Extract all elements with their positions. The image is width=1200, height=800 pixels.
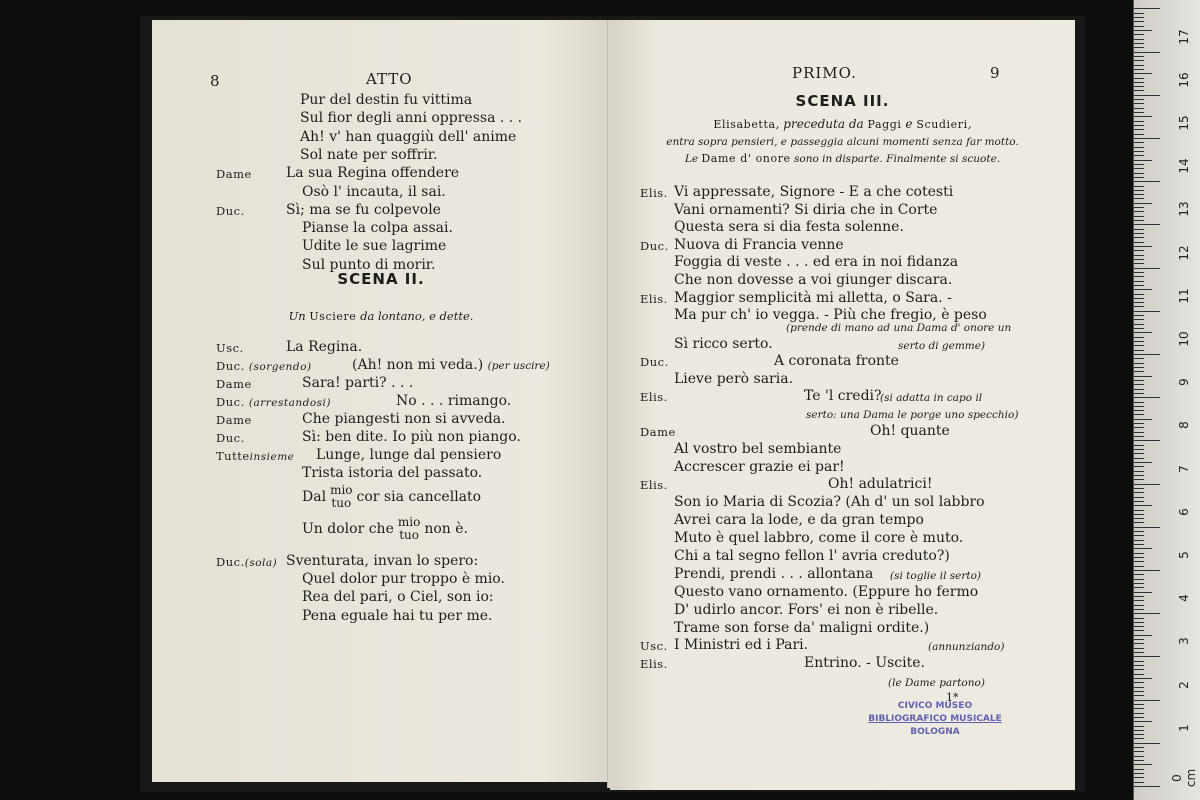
ruler-tick [1134,721,1152,722]
ruler-tick [1134,380,1144,381]
ruler-tick [1134,384,1144,385]
dialogue-line: D' udirlo ancor. Fors' ei non è ribelle. [674,602,939,618]
ruler-tick [1134,147,1144,148]
ruler-tick [1134,376,1152,377]
ruler-tick [1134,743,1160,744]
ruler-tick [1134,462,1152,463]
ruler-tick [1134,674,1144,675]
dialogue-line: Vi appressate, Signore - E a che cotesti [674,184,954,200]
ruler-tick [1134,592,1152,593]
ruler-tick [1134,289,1152,290]
ruler-tick [1134,652,1144,653]
speaker-label: Duc. [640,355,669,369]
ruler-tick [1134,661,1144,662]
dialogue-line: Sul fior degli anni oppressa . . . [300,110,523,127]
dialogue-line: Accrescer grazie ei par! [674,459,845,475]
ruler-tick [1134,535,1144,536]
speaker-label: Elis. [640,186,668,200]
dialogue-line: Sventurata, invan lo spero: [286,553,479,569]
ruler-tick [1134,626,1144,627]
ruler-tick [1134,315,1144,316]
ruler-tick [1134,510,1144,511]
ruler-tick [1134,263,1144,264]
ruler-tick [1134,605,1144,606]
ruler-tick [1134,112,1144,113]
dialogue-line: Avrei cara la lode, e da gran tempo [674,512,924,528]
running-head-right: PRIMO. [792,64,857,82]
ruler-tick [1134,328,1144,329]
dialogue-line: Sì: ben dite. Io più non piango. [302,429,521,445]
ruler-tick [1134,427,1144,428]
ruler-tick [1134,103,1144,104]
ruler-tick [1134,561,1144,562]
ruler-tick [1134,540,1144,541]
dialogue-line: Sì ricco serto. [674,336,773,352]
ruler-tick [1134,268,1160,269]
speaker-label: Duc. [640,238,669,253]
ruler-tick [1134,579,1144,580]
speaker-label: Duc. (arrestandosi) [216,395,332,409]
scene-title-ii: SCENA II. [337,270,425,288]
ruler-tick [1134,255,1144,256]
ruler-tick [1134,69,1144,70]
ruler-tick [1134,475,1144,476]
ruler-tick [1134,700,1160,701]
running-head-left: ATTO [366,70,413,88]
ruler-tick [1134,350,1144,351]
dialogue-line: Lunge, lunge dal pensiero [316,447,502,463]
dialogue-line: Te 'l credi? [804,388,882,404]
ruler-tick [1134,639,1144,640]
dialogue-line: Nuova di Francia venne [674,236,844,253]
ruler-tick [1134,471,1144,472]
ruler-tick [1134,177,1144,178]
stage-direction: serto di gemme) [898,340,986,352]
measurement-ruler [1133,0,1200,800]
dialogue-line: Udite le sue lagrime [302,238,447,255]
ruler-number: 16 [1177,72,1191,88]
ruler-tick [1134,630,1144,631]
ruler-tick [1134,708,1144,709]
dialogue-line: Rea del pari, o Ciel, son io: [302,589,494,606]
dialogue-line: Pianse la colpa assai. [302,220,453,237]
ruler-tick [1134,354,1160,355]
ruler-tick [1134,643,1144,644]
ruler-tick [1134,622,1144,623]
ruler-tick [1134,734,1144,735]
ruler-tick [1134,656,1160,657]
ruler-tick [1134,86,1144,87]
dialogue-line: La sua Regina offendere [286,165,460,182]
ruler-tick [1134,397,1160,398]
dialogue-line: Che piangesti non si avveda. [302,411,506,427]
ruler-number: 15 [1177,115,1191,131]
ruler-tick [1134,423,1144,424]
ruler-tick [1134,773,1144,774]
ruler-tick [1134,432,1144,433]
ruler-tick [1134,82,1144,83]
ruler-tick [1134,129,1144,130]
ruler-number: 14 [1177,158,1191,174]
ruler-tick [1134,531,1144,532]
dialogue-line: Sì; ma se fu colpevole [286,201,441,218]
ruler-tick [1134,233,1144,234]
dialogue-line: Maggior semplicità mi alletta, o Sara. - [674,289,952,306]
ruler-tick [1134,138,1160,139]
ruler-tick [1134,583,1144,584]
ruler-tick [1134,363,1144,364]
ruler-tick [1134,596,1144,597]
stage-direction: serto: una Dama le porge uno specchio) [806,409,1019,421]
speaker-label: Duc.(sola) [216,555,278,569]
ruler-tick [1134,151,1144,152]
scene-direction-iii: Le Dame d' onore sono in disparte. Finalmente si scuote. [684,152,1001,165]
ruler-tick [1134,220,1144,221]
stage-direction: (annunziando) [928,641,1005,653]
ruler-tick [1134,160,1152,161]
speaker-label: Dame [216,167,252,182]
dialogue-line: La Regina. [286,339,363,355]
ruler-tick [1134,466,1144,467]
ruler-tick [1134,479,1144,480]
ruler-tick [1134,216,1144,217]
ruler-tick [1134,518,1144,519]
ruler-tick [1134,211,1144,212]
ruler-tick [1134,764,1152,765]
dialogue-line: Foggia di veste . . . ed era in noi fidanza [674,254,959,271]
ruler-tick [1134,618,1144,619]
ruler-tick [1134,484,1160,485]
ruler-tick [1134,402,1144,403]
speaker-label: Elis. [640,478,668,492]
speaker-label: Elis. [640,657,668,671]
ruler-tick [1134,242,1144,243]
ruler-tick [1134,522,1144,523]
ruler-tick [1134,557,1144,558]
speaker-label: Elis. [640,291,668,306]
ruler-tick [1134,371,1144,372]
ruler-tick [1134,410,1144,411]
ruler-number: 6 [1177,507,1191,516]
dialogue-line: Entrino. - Uscite. [804,655,925,671]
ruler-tick [1134,713,1144,714]
right-page [610,20,1075,790]
dialogue-line: Questa sera si dia festa solenne. [674,219,904,236]
ruler-tick [1134,246,1152,247]
ruler-tick [1134,8,1160,9]
ruler-tick [1134,155,1144,156]
ruler-number: 3 [1177,637,1191,646]
dialogue-line: Son io Maria di Scozia? (Ah d' un sol labbro [674,494,985,510]
ruler-tick [1134,302,1144,303]
left-page [152,20,610,782]
ruler-tick [1134,751,1144,752]
ruler-tick [1134,194,1144,195]
ruler-tick [1134,389,1144,390]
scene-direction-iii: Elisabetta, preceduta da Paggi e Scudieri, [713,117,972,131]
speaker-label: Usc. [216,341,244,355]
word-stack: mio tuo [397,515,421,542]
ruler-tick [1134,367,1144,368]
ruler-tick [1134,142,1144,143]
ruler-tick [1134,358,1144,359]
ruler-tick [1134,527,1160,528]
dialogue-line: Trista istoria del passato. [302,465,483,481]
ruler-tick [1134,95,1160,96]
ruler-tick [1134,566,1144,567]
ruler-tick [1134,121,1144,122]
dialogue-line: Quel dolor pur troppo è mio. [302,571,505,587]
ruler-tick [1134,311,1160,312]
ruler-tick [1134,769,1144,770]
ruler-tick [1134,414,1144,415]
page-number-right: 9 [990,64,1001,82]
dialogue-line: Ah! v' han quaggiù dell' anime [300,128,517,145]
dialogue-line: Trame son forse da' maligni ordite.) [674,620,930,636]
dialogue-line: Osò l' incauta, il sai. [302,183,446,200]
stage-direction: (prende di mano ad una Dama d' onore un [786,322,1012,334]
dialogue-line: Pur del destin fu vittima [300,92,473,108]
ruler-tick [1134,164,1144,165]
ruler-tick [1134,341,1144,342]
ruler-tick [1134,21,1144,22]
ruler-tick [1134,337,1144,338]
dialogue-line: (Ah! non mi veda.) (per uscire) [352,357,550,373]
ruler-number: 13 [1177,201,1191,218]
ruler-tick [1134,90,1144,91]
ruler-tick [1134,747,1144,748]
dialogue-line: Questo vano ornamento. (Eppure ho fermo [674,584,979,600]
ruler-tick [1134,17,1144,18]
ruler-tick [1134,760,1144,761]
ruler-tick [1134,514,1144,515]
ruler-number: 4 [1177,594,1191,603]
ruler-tick [1134,345,1144,346]
ruler-tick [1134,276,1144,277]
dialogue-line: Dal mio tuo cor sia cancellato [302,483,482,510]
ruler-tick [1134,777,1144,778]
ruler-tick [1134,99,1144,100]
ruler-tick [1134,756,1144,757]
ruler-tick [1134,198,1144,199]
ruler-tick [1134,449,1144,450]
ruler-tick [1134,298,1144,299]
ruler-tick [1134,65,1144,66]
library-stamp: CIVICO MUSEO BIBLIOGRAFICO MUSICALE BOLOGNA [868,701,1002,737]
dialogue-line: Prendi, prendi . . . allontana [674,566,874,582]
ruler-tick [1134,250,1144,251]
speaker-label: Duc. (sorgendo) [216,359,312,373]
ruler-tick [1134,726,1144,727]
ruler-tick [1134,168,1144,169]
ruler-number: 12 [1177,244,1191,261]
ruler-tick [1134,173,1144,174]
ruler-tick [1134,13,1144,14]
ruler-tick [1134,635,1152,636]
ruler-tick [1134,600,1144,601]
ruler-tick [1134,203,1152,204]
ruler-tick [1134,704,1144,705]
ruler-tick [1134,26,1144,27]
ruler-number: 8 [1177,421,1191,430]
ruler-tick [1134,73,1152,74]
dialogue-line: Sara! parti? . . . [302,375,414,391]
ruler-tick [1134,52,1160,53]
ruler-tick [1134,678,1152,679]
ruler-tick [1134,47,1144,48]
ruler-tick [1134,553,1144,554]
ruler-tick [1134,695,1144,696]
ruler-tick [1134,786,1160,787]
ruler-tick [1134,717,1144,718]
ruler-tick [1134,682,1144,683]
dialogue-line: Ma pur ch' io vegga. - Più che fregio, è peso [674,307,987,324]
ruler-tick [1134,34,1144,35]
ruler-number: 0 cm [1170,768,1198,788]
ruler-tick [1134,108,1144,109]
ruler-tick [1134,458,1144,459]
speaker-label: Dame [640,425,676,439]
speaker-label: Duc. [216,431,245,445]
ruler-tick [1134,492,1144,493]
speaker-label: Usc. [640,639,668,653]
ruler-tick [1134,285,1144,286]
ruler-tick [1134,78,1144,79]
dialogue-line: Chi a tal segno fellon l' avria creduto?) [674,548,950,564]
ruler-tick [1134,488,1144,489]
dialogue-line: Oh! quante [870,423,950,439]
ruler-tick [1134,738,1144,739]
ruler-tick [1134,730,1144,731]
ruler-tick [1134,272,1144,273]
speaker-label: Tutteinsieme [216,449,295,463]
ruler-number: 1 [1177,723,1191,732]
ruler-tick [1134,497,1144,498]
ruler-tick [1134,39,1144,40]
ruler-tick [1134,30,1152,31]
ruler-tick [1134,224,1160,225]
ruler-tick [1134,587,1144,588]
ruler-tick [1134,419,1152,420]
ruler-tick [1134,609,1144,610]
ruler-tick [1134,116,1152,117]
scene-direction-iii: entra sopra pensieri, e passeggia alcuni momenti senza far motto. [666,136,1019,148]
ruler-tick [1134,613,1160,614]
dialogue-line: Lieve però saria. [674,371,794,387]
ruler-tick [1134,56,1144,57]
ruler-tick [1134,574,1144,575]
ruler-tick [1134,281,1144,282]
ruler-tick [1134,60,1144,61]
ruler-tick [1134,186,1144,187]
ruler-tick [1134,324,1144,325]
speaker-label: Dame [216,413,252,427]
ruler-tick [1134,445,1144,446]
ruler-tick [1134,570,1160,571]
stage-direction: (si adatta in capo il [880,392,983,404]
dialogue-line: Sul punto di morir. [302,256,436,273]
ruler-number: 17 [1177,28,1191,45]
ruler-tick [1134,453,1144,454]
ruler-tick [1134,229,1144,230]
stage-direction: (si toglie il serto) [890,570,982,582]
signature-mark: 1* [946,691,959,704]
ruler-number: 11 [1177,288,1191,304]
ruler-number: 5 [1177,551,1191,559]
ruler-tick [1134,134,1144,135]
stage-direction: (le Dame partono) [888,677,985,689]
ruler-tick [1134,501,1144,502]
ruler-tick [1134,691,1144,692]
ruler-tick [1134,294,1144,295]
ruler-tick [1134,440,1160,441]
dialogue-line: A coronata fronte [774,353,899,369]
ruler-tick [1134,393,1144,394]
speaker-label: Dame [216,377,252,391]
ruler-tick [1134,687,1144,688]
dialogue-line: Un dolor che mio tuo non è. [302,515,468,542]
ruler-tick [1134,505,1152,506]
page-number-left: 8 [210,72,221,90]
dialogue-line: Che non dovesse a voi giunger discara. [674,272,953,288]
ruler-tick [1134,207,1144,208]
speaker-label: Elis. [640,390,668,404]
ruler-number: 9 [1177,378,1191,387]
dialogue-line: I Ministri ed i Pari. [674,637,809,653]
ruler-tick [1134,190,1144,191]
dialogue-line: Muto è quel labbro, come il core è muto. [674,530,964,546]
speaker-label: Duc. [216,203,245,218]
word-stack: mio tuo [330,483,353,510]
ruler-tick [1134,648,1144,649]
dialogue-line: Oh! adulatrici! [828,476,933,492]
ruler-tick [1134,259,1144,260]
scene-direction-ii: Un Usciere da lontano, e dette. [288,309,474,323]
scene-title-iii: SCENA III. [795,92,890,110]
dialogue-line: Sol nate per soffrir. [300,146,438,163]
dialogue-line: Vani ornamenti? Si diria che in Corte [674,201,938,218]
ruler-tick [1134,181,1160,182]
ruler-tick [1134,125,1144,126]
ruler-tick [1134,436,1144,437]
ruler-tick [1134,669,1144,670]
ruler-number: 2 [1177,680,1191,689]
ruler-tick [1134,319,1144,320]
ruler-tick [1134,237,1144,238]
ruler-tick [1134,665,1144,666]
ruler-tick [1134,406,1144,407]
ruler-tick [1134,332,1152,333]
ruler-tick [1134,43,1144,44]
ruler-number: 7 [1177,464,1191,473]
dialogue-line: Pena eguale hai tu per me. [302,607,493,624]
dialogue-line: No . . . rimango. [396,393,512,409]
ruler-tick [1134,782,1144,783]
dialogue-line: Al vostro bel sembiante [674,441,842,457]
ruler-number: 10 [1177,331,1191,347]
ruler-tick [1134,544,1144,545]
ruler-tick [1134,548,1152,549]
ruler-tick [1134,306,1144,307]
